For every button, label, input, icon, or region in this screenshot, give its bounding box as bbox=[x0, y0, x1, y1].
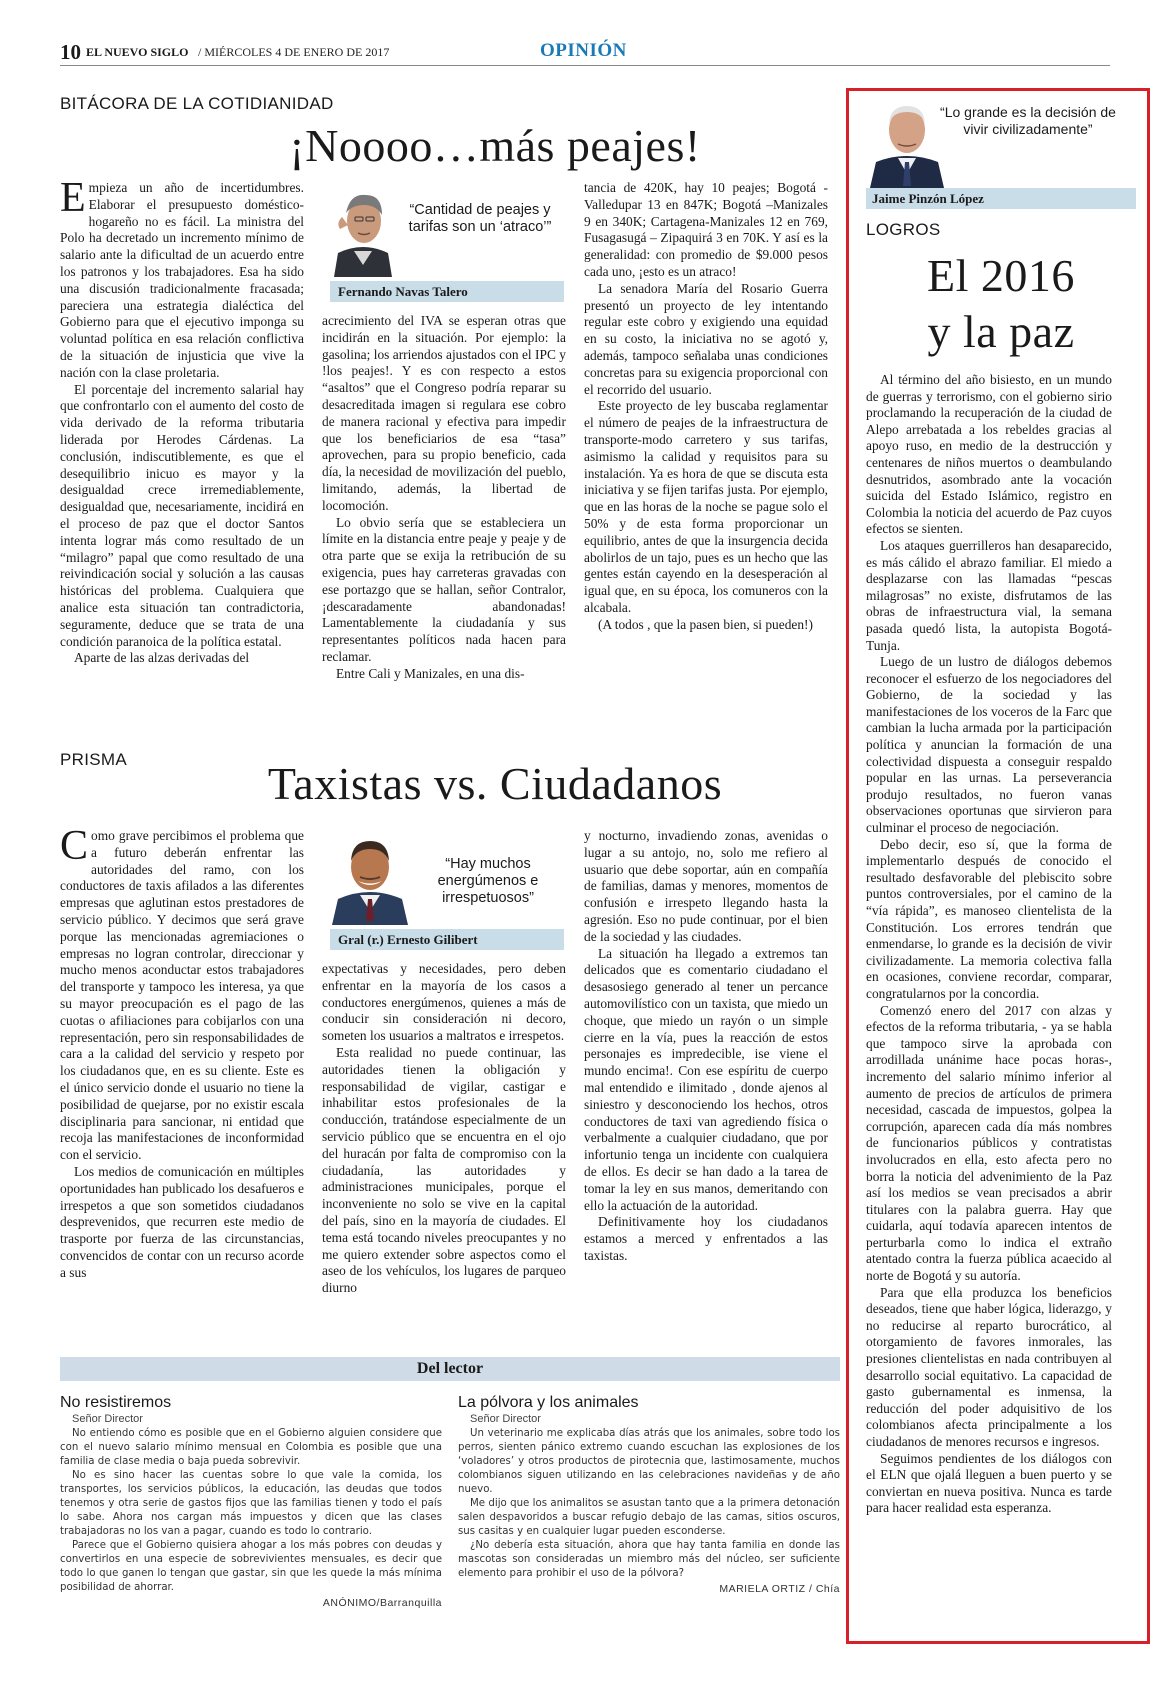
article3-title-line: y la paz bbox=[927, 306, 1075, 357]
article2-paragraph: Esta realidad no puede continuar, las autoridades tienen la obligación y responsabilidad de vigilar, castigar e inhabilitar estos profesionales de la conducción, tratándose especialmente de un servicio público que se encuentra en el ojo del huracán por falta de compromiso con la ciudadanía, las autoridades y administraciones municipales, porque el inconveniente no solo se vive en la capital del país, sino en la mayoría de ciudades. El tema está tocando niveles preocupantes y no me quiero extender sobre aspectos como el aseo de los vehículos, los lugares de parqueo diurno bbox=[322, 1044, 566, 1296]
article3-paragraph: Para que ella produzca los beneficios deseados, tiene que haber lógica, liderazgo, y no reducirse al reparto burocrático, al otorgamiento de favores inmorales, las presiones clientelistas en nada contribuyen al desarrollo social equitativo. La capacidad de gasto gubernamental es inmensa, la reducción del poder adquisitivo de los colombianos afecta principalmente a los ciudadanos de menores recursos e ingresos. bbox=[866, 1284, 1112, 1449]
letters-section-title: Del lector bbox=[416, 1360, 484, 1377]
article2-paragraph: Los medios de comunicación en múltiples oportunidades han publicado los desafueros e irrespetos a que son sometidos ciudadanos desprevenidos, que recurren este medio de trasporte por fuerza de las circunstancias, convencidos de contar con un recurso acorde a sus bbox=[60, 1163, 304, 1280]
article1-paragraph: (A todos , que la pasen bien, si pueden!) bbox=[598, 616, 813, 632]
article2-pull-quote: “Hay muchos energúmenos e irrespetuosos” bbox=[437, 856, 539, 906]
letter-signature: ANÓNIMO/Barranquilla bbox=[322, 1597, 442, 1609]
article2-paragraph: Definitivamente hoy los ciudadanos estamos a merced y enfrentados a las taxistas. bbox=[584, 1214, 828, 1263]
letter-body bbox=[458, 1427, 840, 1581]
article2-column-1 bbox=[60, 828, 304, 1326]
article3-paragraph: Seguimos pendientes de los diálogos con el ELN que ojalá lleguen a buen puerto y se conviertan en nueva positiva. Nunca es tarde para hacer realidad esta esperanza. bbox=[866, 1450, 1112, 1516]
article2-kicker: PRISMA bbox=[60, 750, 127, 769]
author-photo bbox=[330, 831, 410, 925]
article2-author-byline: Gral (r.) Ernesto Gilibert bbox=[330, 929, 564, 950]
letter-2 bbox=[458, 1394, 840, 1595]
article1-paragraph: Lo obvio sería que se estableciera un límite en la distancia entre peaje y peaje y de otra parte que se exija la retribución de su exigencia, pues hay carreteras gravadas con ese portazgo que se hallan, señor Contralor, ¡descaradamente abandonadas! Lamentablemente la ciudadanía y sus representantes políticos nada hacen para reclamar. bbox=[322, 514, 566, 664]
article2-paragraph: La situación ha llegado a extremos tan delicados que es comentario ciudadano el desasosiego generado al tener un percance automovilístico con un taxista, que miedo un choque, que miedo un rayón o un simple cierre en la vía, pues la reacción de estos personajes es impredecible, ise viene el mundo encima!. Con ese espíritu de cuerpo mal entendido e ilimitado , donde ajenos al siniestro y desconociendo los hechos, otros conductores de taxi van agrediendo física o verbalmente a cualquier ciudadano, que por infortunio tenga un incidente con cualquiera de ellos. Es decir se han dado a la tarea de tomar la ley en sus manos, demeritando con ello la actuación de la autoridad. bbox=[584, 945, 828, 1213]
article3-paragraph: Los ataques guerrilleros han desaparecido, es más cálido el abrazo familiar. El miedo a desplazarse con las llamadas “pescas milagrosas” no existe, disfrutamos de las obras de infraestructura vial, la semana pasada quedó lista, la autopista Bogotá- Tunja. bbox=[866, 537, 1112, 653]
letter-1 bbox=[60, 1394, 442, 1609]
article1-title: ¡Noooo…más peajes! bbox=[289, 120, 701, 171]
issue-date: / MIÉRCOLES 4 DE ENERO DE 2017 bbox=[198, 45, 390, 59]
letter-title: La pólvora y los animales bbox=[458, 1394, 639, 1411]
page-number: 10 bbox=[60, 40, 81, 64]
letter-paragraph: No entiendo cómo es posible que en el Gobierno alguien considere que con el nuevo salario mínimo mensual en Colombia es posible que una familia de clase media o baja pueda sobrevivir. bbox=[60, 1428, 442, 1467]
article2-paragraph: y nocturno, invadiendo zonas, avenidas o lugar a su antojo, no, solo me refiero al usuario que debe soportar, aún en compañía de familias, damas y menores, momentos de confusión e irrespeto llegando hasta la agresión. Eso no pude continuar, por el bien de la sociedad y las ciudades. bbox=[584, 828, 828, 944]
article1-paragraph: tancia de 420K, hay 10 peajes; Bogotá -Valledupar 13 en 847K; Bogotá –Manizales 9 en 340K; Cartagena-Manizales 12 en 769, Fusagasugá – Zipaquirá 3 en 70K. Y así es la generalidad: con promedio de $9.000 pesos cada uno, ¡esto es un atraco! bbox=[584, 180, 828, 279]
article1-column-1 bbox=[60, 180, 304, 710]
article1-paragraph: El porcentaje del incremento salarial hay que confrontarlo con el aumento del costo de vida derivado de la reforma tributaria liderada por Herodes Cárdenas. La conclusión, indiscutiblemente, es que el desequilibrio inicuo es mayor y la desigualdad crece irremediablemente, desigualdad que, necesariamente, incidirá en el proceso de paz que el doctor Santos intenta lograr más como resultado de un “milagro” papal que como resultado de una reivindicación social y solución a las causas históricas del problema. Cualquiera que analice esta situación tan contradictoria, seguramente, deduce que se trata de una condición paranoica de la política estatal. bbox=[60, 381, 304, 649]
article1-paragraph: mpieza un año de incertidumbres. Elaborar el presupuesto doméstico-hogareño no es fácil. La ministra del Polo ha decretado un incremento mínimo de salario ante la dificultad de un acuerdo entre los patronos y los trabajadores. Esa ha sido una discusión tradicionalmente fracasada; pareciera una estrategia dialéctica del Gobierno para que el ejecutivo imponga su voluntad política en esa relación conflictiva de la situación de injusticia que vive la nación con la clase proletaria. bbox=[60, 180, 304, 380]
article2-paragraph: omo grave percibimos el problema que a futuro deberán enfrentar las autoridades del ramo, con los conductores de taxis afilados a las diferentes empresas que aglutinan estos prestadores de servicio público. Y decimos que será grave porque las mencionadas agremiaciones o empresas no logran controlar, direccionar y mucho menos aconductar estos trabajadores del transporte y tampoco les interesa, ya que su mayor preocupación es el pago de las cuotas o afiliaciones para cobijarlos con una representación, pero sin responsabilidades de cara a la calidad del servicio y respeto por los ciudadanos que, en es su cliente. Este es el único servicio donde el usuario no tiene la posibilidad de quejarse, por no existir escala disciplinaria para sancionar, ni entidad que recoja las manifestaciones de inconformidad con el servicio. bbox=[60, 828, 304, 1163]
article3-title bbox=[866, 248, 1136, 360]
letters-section-bar bbox=[60, 1357, 840, 1381]
letter-title: No resistiremos bbox=[60, 1394, 172, 1411]
article3-paragraph: Debo decir, eso sí, que la forma de implementarlo después de conocido el resultado desfavorable del plebiscito sobre puntos controversiales, por el camino de la “vía rápida”, es manoseo clientelista de la Constitución. Los errores tendrán que enmendarse, lo grande es la decisión de vivir civilizadamente. La memoria colectiva falla en ocasiones, conviene recordar, comparar, congratularnos por la concordia. bbox=[866, 836, 1112, 1001]
article2-column-2 bbox=[322, 961, 566, 1325]
article1-paragraph: Entre Cali y Manizales, en una dis- bbox=[336, 665, 525, 681]
article1-kicker: BITÁCORA DE LA COTIDIANIDAD bbox=[60, 94, 334, 113]
letter-salutation: Señor Director bbox=[470, 1413, 541, 1425]
article2-paragraph: expectativas y necesidades, pero deben enfrentar en la mayoría de los casos a conductores energúmenos, quienes a más de conducir sin consideración ni decoro, someten los usuarios a maltratos e irrespetos. bbox=[322, 961, 566, 1044]
article3-author-byline: Jaime Pinzón López bbox=[866, 188, 1136, 209]
letter-paragraph: Parece que el Gobierno quisiera ahogar a los más pobres con deudas y convertirlos en una especie de sobrevivientes mensuales, es decir que todo lo que ganen lo tengan que gastar, sin que les quede la más mínima posibilidad de ahorrar. bbox=[60, 1540, 442, 1593]
article1-dropcap: E bbox=[60, 180, 86, 221]
article3-paragraph: Luego de un lustro de diálogos debemos reconocer el esfuerzo de los negociadores del Gobierno, de la sociedad y las manifestaciones de los voceros de la Farc que cambian la lucha armada por la participación política y anuncian la formación de una colectividad dispuesta a conseguir respaldo popular en las urnas. La perseverancia produjo resultados, no fueron vanas observaciones oportunas que sirvieron para culminar el proceso de negociación. bbox=[866, 654, 1112, 836]
letter-paragraph: ¿No debería esta situación, ahora que hay tanta familia en donde las mascotas son consideradas un miembro más del núcleo, ser suficiente elemento para prohibir el uso de la pólvora? bbox=[458, 1540, 840, 1579]
article1-paragraph: Aparte de las alzas derivadas del bbox=[74, 650, 250, 666]
author-photo bbox=[330, 183, 396, 277]
article1-paragraph: Este proyecto de ley buscaba reglamentar el número de peajes de la infraestructura de transporte-modo carretero y sus tarifas, asimismo la calidad y requisitos para su instalación. Ya es hora de que se discuta esta iniciativa y se fijen tarifas justa. Por ejemplo, que en las horas de la noche se pague solo el 50% y de esta forma proporcionar un equilibrio, antes de que la insurgencia decida abolirlos de un tajo, pues es un hecho que las gentes están cayendo en la desesperación al igual que, en su época, los comuneros con la alcabala. bbox=[584, 398, 828, 615]
article2-column-3 bbox=[584, 828, 828, 1326]
article2-title: Taxistas vs. Ciudadanos bbox=[267, 758, 723, 809]
article3-paragraph: Al término del año bisiesto, en un mundo de guerras y terrorismo, con el gobierno sirio proclamando la recuperación de la ciudad de Alepo arrebatada a los rebeldes gracias al apoyo ruso, en medio de la destrucción y centenares de niños muertos o deambulando desnutridos, asombrado ante la vocación suicida del Estado Islámico, registro en Colombia la noticia del acuerdo de Paz cuyos efectos se sienten. bbox=[866, 372, 1112, 537]
article1-paragraph: La senadora María del Rosario Guerra presentó un proyecto de ley intentando regular este cobro y exigiendo una equidad en su costo, la iniciativa no se agotó y, además, tampoco señalaba unas condiciones concretas para su exigencia proporcional con el recorrido del usuario. bbox=[584, 280, 828, 397]
letter-paragraph: No es sino hacer las cuentas sobre lo que vale la comida, los transportes, los servicios públicos, la educación, las deudas que todos tenemos y otra serie de gastos fijos que las familias tienen y todo el país lo sabe. Ahora nos cargan más impuestos y dicen que las clases trabajadoras no los van a pagar, cuando es todo lo contrario. bbox=[60, 1470, 442, 1537]
letter-paragraph: Un veterinario me explicaba días atrás que los animales, sobre todo los perros, sienten pánico extremo cuando escuchan las explosiones de los ‘voladores’ y otros productos de pirotecnia que, lastimosamente, muchos colombianos siguen utilizando en las celebraciones navideñas y de año nuevo. bbox=[458, 1428, 840, 1495]
letter-signature: MARIELA ORTIZ / Chía bbox=[719, 1583, 840, 1595]
article2-dropcap: C bbox=[60, 828, 89, 869]
letter-body bbox=[60, 1427, 442, 1595]
article3-column bbox=[866, 372, 1112, 1616]
newspaper-name: EL NUEVO SIGLO bbox=[86, 45, 189, 59]
page-header bbox=[60, 40, 1110, 66]
letter-paragraph: Me dijo que los animalitos se asustan tanto que a la primera detonación salen despavoridos a buscar refugio debajo de las camas, sitios oscuros, sus casitas y en cualquier lugar pueden esconderse. bbox=[458, 1498, 840, 1537]
letter-salutation: Señor Director bbox=[72, 1413, 143, 1425]
article1-pull-quote: “Cantidad de peajes y tarifas son un ‘atraco’” bbox=[408, 202, 552, 235]
article1-paragraph: acrecimiento del IVA se esperan otras que incidirán en la situación. Por ejemplo: la gasolina; los arriendos ajustados con el IPC y !los peajes!. Y es con respecto a estos “asaltos” que el Congreso podría reparar su desacreditada imagen si regulara ese cobro de manera racional y efectiva para impedir que los beneficiarios de esa “tasa” aprovechen, para su propio beneficio, cada día, la necesidad de movilización del pueblo, limitando, además, la libertad de locomoción. bbox=[322, 313, 566, 513]
article1-author-byline: Fernando Navas Talero bbox=[330, 281, 564, 302]
article3-paragraph: Comenzó enero del 2017 con alzas y efectos de la reforma tributaria, - ya se habla que tampoco sirve la aprobada con arrodillada unánime hace pocas horas-, incremento del salario mínimo inferior al aumento de precios de artículos de primera necesidad, cascada de impuestos, golpea la corrupción, aparecen cada día más nombres de funcionarios públicos y contratistas involucrados en ella, esto afecta pero no borra la noticia del advenimiento de la Paz así los medios se vean precisados a abrir titulares con la palabra guerra. Hay que cuidarla, aquí todavía aparecen intentos de perturbarla como lo indica el extraño atentado contra la fuerza pública acaecido al norte de Bogotá y su autoría. bbox=[866, 1002, 1112, 1284]
article3-kicker: LOGROS bbox=[866, 220, 941, 239]
article1-column-3 bbox=[584, 180, 828, 710]
article3-pull-quote: “Lo grande es la decisión de vivir civilizadamente” bbox=[940, 104, 1116, 137]
article1-column-2 bbox=[322, 313, 566, 713]
section-name: OPINIÓN bbox=[540, 40, 627, 61]
article3-title-line: El 2016 bbox=[927, 250, 1075, 301]
